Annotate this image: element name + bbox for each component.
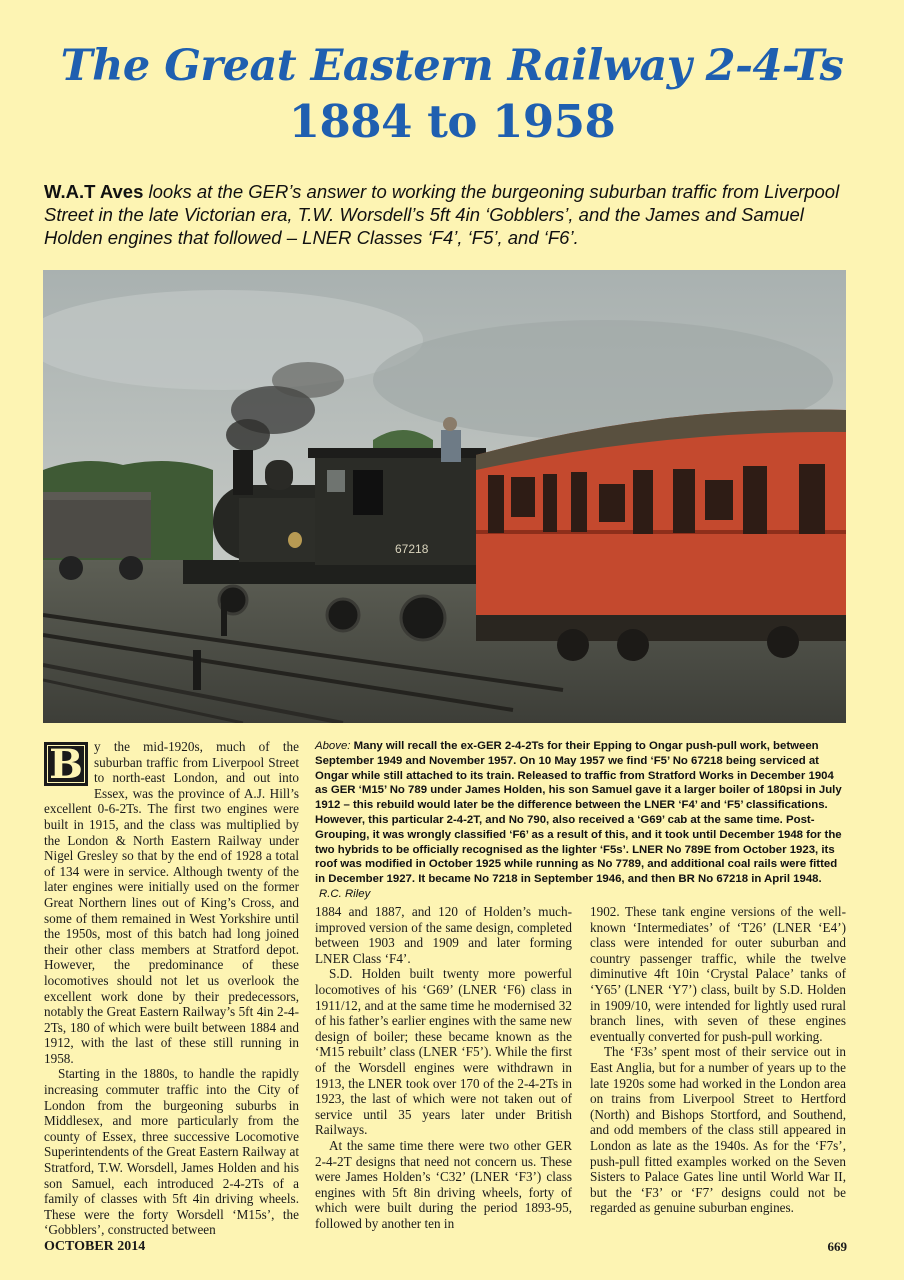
title-line-2: 1884 to 1958	[288, 95, 616, 148]
photo-credit: R.C. Riley	[319, 887, 371, 900]
author-name: W.A.T Aves	[44, 181, 144, 202]
body-paragraph-3: 1884 and 1887, and 120 of Holden’s much-improved version of the same design, completed between 1903 and 1909 and later forming LNER Class ‘F4’.	[315, 904, 572, 966]
standfirst-text: looks at the GER’s answer to working the burgeoning suburban traffic from Liverpool Street in the late Victorian era, T.W. Worsdell’s 5ft 4in ‘Gobblers’, and the James and Samuel Holden engines that followed – LNER Classes ‘F4’, ‘F5’, and ‘F6’.	[44, 181, 840, 248]
body-paragraph-1: y the mid-1920s, much of the suburban traffic from Liverpool Street to north-east London, and out into Essex, was the province of A.J. Hill’s excellent 0-6-2Ts. The first two engines were built in 1915, and the class was multiplied by the London & North Eastern Railway under Nigel Gresley so that by the end of 1928 a total of 134 were in service. Although twenty of the later engines were initially used on the former Great Northern lines out of King’s Cross, and some of them remained in West Yorkshire until the 1950s, most of this batch had long joined their other class members at Stratford depot. However, the predominance of these locomotives should not let us overlook the excellent work done by their predecessors, notably the Great Eastern Railway’s 5ft 4in 2-4-2Ts, 180 of which were built between 1884 and 1912, with the last of these still running in 1958.	[44, 739, 299, 1066]
article-title	[20, 38, 884, 150]
body-paragraph-6: 1902. These tank engine versions of the well-known ‘Intermediates’ of ‘T26’ (LNER ‘E4’) class were intended for outer suburban and country passenger traffic, while the twelve diminutive 4ft 10in ‘Crystal Palace’ tanks of ‘Y65’ (LNER ‘Y7’) class, built by S.D. Holden in 1909/10, were intended for lightly used rural branch lines, with seven of these engines eventually converted for push-pull working.	[590, 904, 846, 1044]
issue-date: OCTOBER 2014	[44, 1239, 146, 1254]
body-column-2	[315, 904, 572, 1231]
drop-cap: B	[44, 742, 88, 786]
body-paragraph-7: The ‘F3s’ spent most of their service out in East Anglia, but for a number of years up to the late 1920s some had worked in the London area on trains from Liverpool Street to Hertford (North) and Bishops Stortford, and Southend, and odd members of the class still appeared in London as late as the 1940s. As for the ‘F7s’, push-pull fitted examples worked on the Seven Sisters to Palace Gates line until World War II, but the ‘F3’ or ‘F7’ designs could not be regarded as genuine suburban engines.	[590, 1044, 846, 1216]
loco-number: 67218	[395, 542, 429, 556]
caption-lead: Above:	[315, 740, 351, 752]
body-paragraph-4: S.D. Holden built twenty more powerful locomotives of his ‘G69’ (LNER ‘F6) class in 1911/12, and at the same time he modernised 32 of his father’s earlier engines with the same new design of boiler; these became known as the ‘M15 rebuilt’ class (LNER ‘F5’). While the first of the Worsdell engines were withdrawn in 1913, the LNER took over 170 of the 2-4-2Ts in 1923, the last of which were not taken out of service until 35 years later under British Railways.	[315, 966, 572, 1138]
body-column-3	[590, 904, 846, 1216]
body-paragraph-2: Starting in the 1880s, to handle the rapidly increasing commuter traffic into the City of London from the burgeoning suburbs in Middlesex, and more particularly from the county of Essex, three successive Locomotive Superintendents of the Great Eastern Railway at Stratford, T.W. Worsdell, James Holden and his son Samuel, each introduced 2-4-2Ts of a family of classes with 5ft 4in driving wheels. These were the forty Worsdell ‘M15s’, the ‘Gobblers’, constructed between	[44, 1066, 299, 1238]
page-number: 669	[827, 1239, 847, 1254]
title-line-1: The Great Eastern Railway 2-4-Ts	[60, 41, 844, 91]
photo-caption	[315, 739, 847, 902]
standfirst	[44, 180, 864, 249]
body-column-1	[44, 739, 299, 1238]
caption-text: Many will recall the ex-GER 2-4-2Ts for their Epping to Ongar push-pull work, between September 1949 and November 1957. On 10 May 1957 we find ‘F5’ No 67218 being serviced at Ongar while still attached to its train. Released to traffic from Stratford Works in December 1904 as GER ‘M15’ No 789 under James Holden, his son Samuel gave it a larger boiler of 180psi in July 1912 – this rebuild would later be the difference between the LNER ‘F4’ and ‘F5’ classifications. However, this particular 2-4-2T, and No 790, also received a ‘G69’ cab at the same time. Post-Grouping, it was wrongly classified ‘F6’ as a result of this, and it took until December 1948 for the two hybrids to be officially recognised as the lighter ‘F5s’. LNER No 789E from October 1923, its roof was modified in October 1925 while running as No 7789, and additional coal rails were fitted in December 1927. It became No 7218 in September 1946, and then BR No 67218 in April 1948.	[315, 740, 842, 886]
locomotive-photo	[43, 270, 846, 723]
body-paragraph-5: At the same time there were two other GER 2-4-2T designs that need not concern us. These were James Holden’s ‘C32’ (LNER ‘F3’) class engines with 5ft 8in driving wheels, forty of which were built during the period 1893-95, followed by another ten in	[315, 1137, 572, 1231]
